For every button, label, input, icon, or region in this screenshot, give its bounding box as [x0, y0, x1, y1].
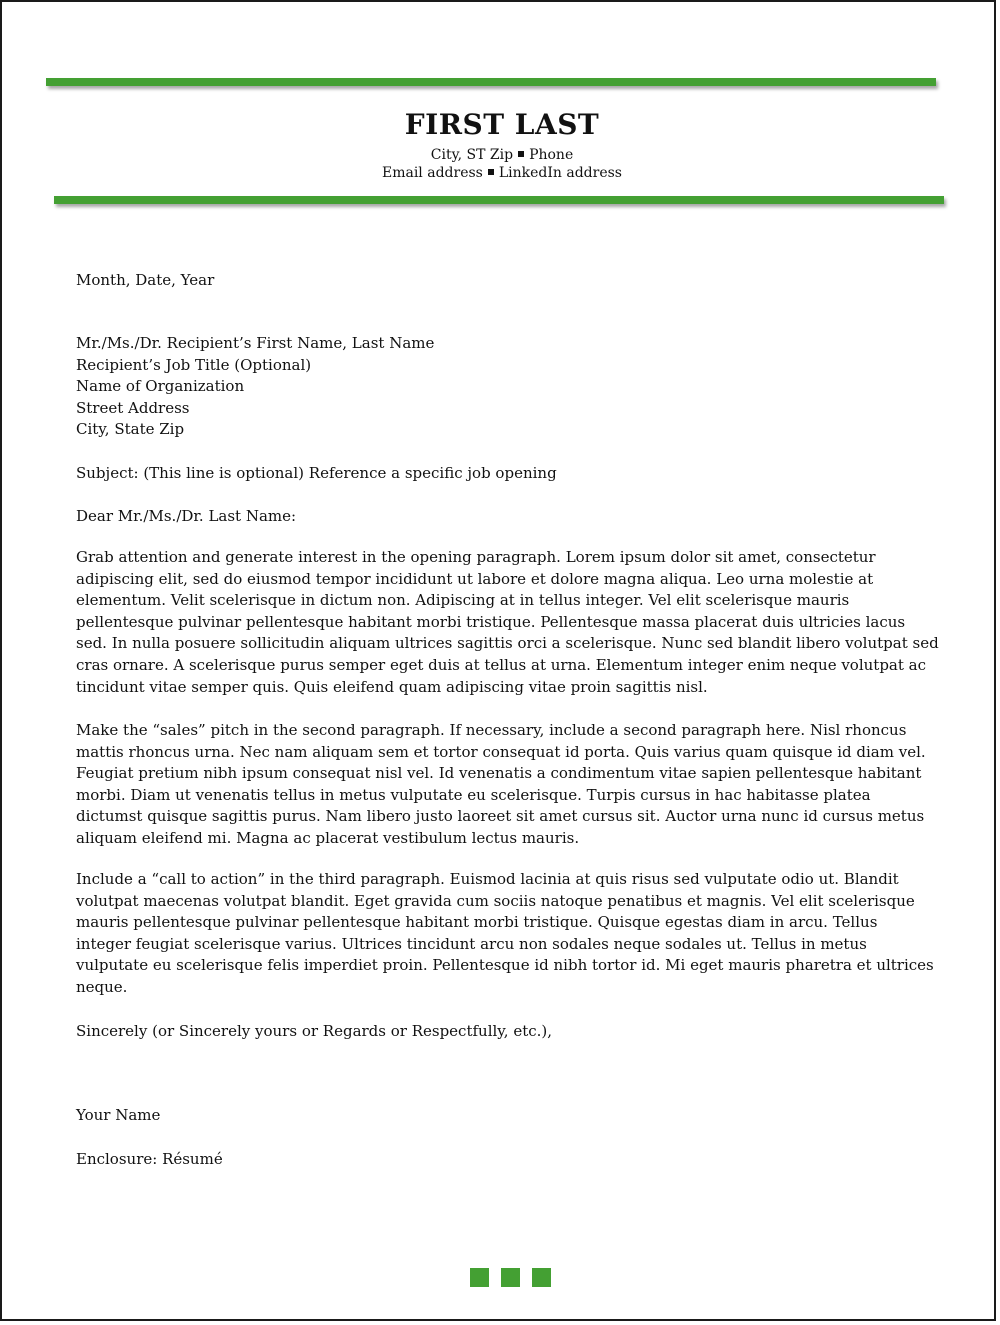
city-state-zip: City, ST Zip — [430, 147, 514, 163]
paragraph-line: mauris pellentesque pulvinar pellentesque habitant morbi tristique. Quisque egestas diam in arcu. Tellus — [76, 913, 878, 932]
paragraph-line: integer feugiat scelerisque varius. Ultrices tincidunt arcu non sodales neque sodales ut. Tellus in metus — [76, 934, 867, 953]
recipient-city-state-zip: City, State Zip — [76, 420, 185, 439]
applicant-name: FIRST LAST — [404, 108, 600, 141]
bullet-square-icon — [488, 169, 494, 175]
signature-name: Your Name — [76, 1106, 161, 1124]
paragraph-line: vulputate eu scelerisque felis imperdiet proin. Pellentesque id nibh tortor id. Mi eget mauris pharetra et ultrices — [76, 956, 934, 975]
recipient-block — [76, 333, 936, 441]
footer-decoration — [470, 1268, 554, 1288]
paragraph-line: volutpat maecenas volutpat blandit. Eget gravida cum sociis natoque penatibus et magnis. Vel elit scelerisque — [76, 891, 915, 910]
header-bottom-rule — [54, 196, 944, 204]
enclosure: Enclosure: Résumé — [76, 1150, 223, 1168]
paragraph-opening — [76, 547, 939, 698]
paragraph-line: tincidunt vitae semper quis. Quis eleifend quam adipiscing vitae proin sagittis nisl. — [76, 677, 708, 696]
paragraph-line: Feugiat pretium nibh ipsum consequat nisl vel. Id venenatis a condimentum vitae sapien pellentesque habitant — [76, 764, 922, 783]
email-address: Email address — [381, 165, 483, 181]
recipient-name: Mr./Ms./Dr. Recipient’s First Name, Last Name — [76, 334, 435, 352]
green-square-icon — [532, 1268, 551, 1287]
paragraph-line: adipiscing elit, sed do eiusmod tempor incididunt ut labore et dolore magna aliqua. Leo urna molestie at — [76, 569, 874, 588]
paragraph-line: Make the “sales” pitch in the second paragraph. If necessary, include a second paragraph here. Nisl rhoncus — [76, 721, 907, 739]
paragraph-line: mattis rhoncus urna. Nec nam aliquam sem et tortor consequat id porta. Quis varius quam quisque id diam vel. — [76, 742, 926, 761]
subject-line: Subject: (This line is optional) Reference a specific job opening — [76, 464, 557, 482]
paragraph-line: neque. — [76, 977, 128, 996]
bullet-square-icon — [518, 151, 524, 157]
paragraph-line: dictumst quisque sagittis purus. Nam libero justo laoreet sit amet cursus sit. Auctor urna nunc id cursus metus — [76, 807, 925, 826]
paragraph-sales-pitch — [76, 720, 936, 850]
paragraph-line: aliquam eleifend mi. Magna ac placerat vestibulum lectus mauris. — [76, 828, 580, 847]
recipient-job-title: Recipient’s Job Title (Optional) — [76, 355, 312, 374]
letter-date: Month, Date, Year — [76, 271, 215, 289]
paragraph-line: Grab attention and generate interest in the opening paragraph. Lorem ipsum dolor sit amet, consectetur — [76, 548, 876, 566]
recipient-street: Street Address — [76, 398, 190, 417]
contact-line-2 — [2, 164, 1000, 182]
closing: Sincerely (or Sincerely yours or Regards or Respectfully, etc.), — [76, 1022, 553, 1040]
contact-line-1 — [2, 146, 1000, 164]
phone: Phone — [529, 147, 574, 163]
linkedin-address: LinkedIn address — [498, 165, 622, 181]
green-square-icon — [501, 1268, 520, 1287]
paragraph-line: pellentesque pulvinar pellentesque habitant morbi tristique. Pellentesque massa placerat duis ultricies lacus — [76, 612, 906, 631]
paragraph-line: elementum. Velit scelerisque in dictum non. Adipiscing at in tellus integer. Vel elit scelerisque mauris — [76, 591, 850, 610]
salutation: Dear Mr./Ms./Dr. Last Name: — [76, 507, 297, 525]
paragraph-line: morbi. Diam ut venenatis tellus in metus vulputate eu scelerisque. Turpis cursus in hac habitasse platea — [76, 785, 871, 804]
paragraph-line: sed. In nulla posuere sollicitudin aliquam ultrices sagittis orci a scelerisque. Nunc sed blandit libero volutpat sed — [76, 634, 939, 653]
paragraph-line: cras ornare. A scelerisque purus semper eget duis at tellus at urna. Elementum integer enim neque volutpat ac — [76, 655, 927, 674]
paragraph-call-to-action — [76, 869, 936, 999]
green-square-icon — [470, 1268, 489, 1287]
recipient-organization: Name of Organization — [76, 377, 245, 396]
paragraph-line: Include a “call to action” in the third paragraph. Euismod lacinia at quis risus sed vulputate odio ut. Blandit — [76, 870, 899, 888]
header-top-rule — [46, 78, 936, 86]
